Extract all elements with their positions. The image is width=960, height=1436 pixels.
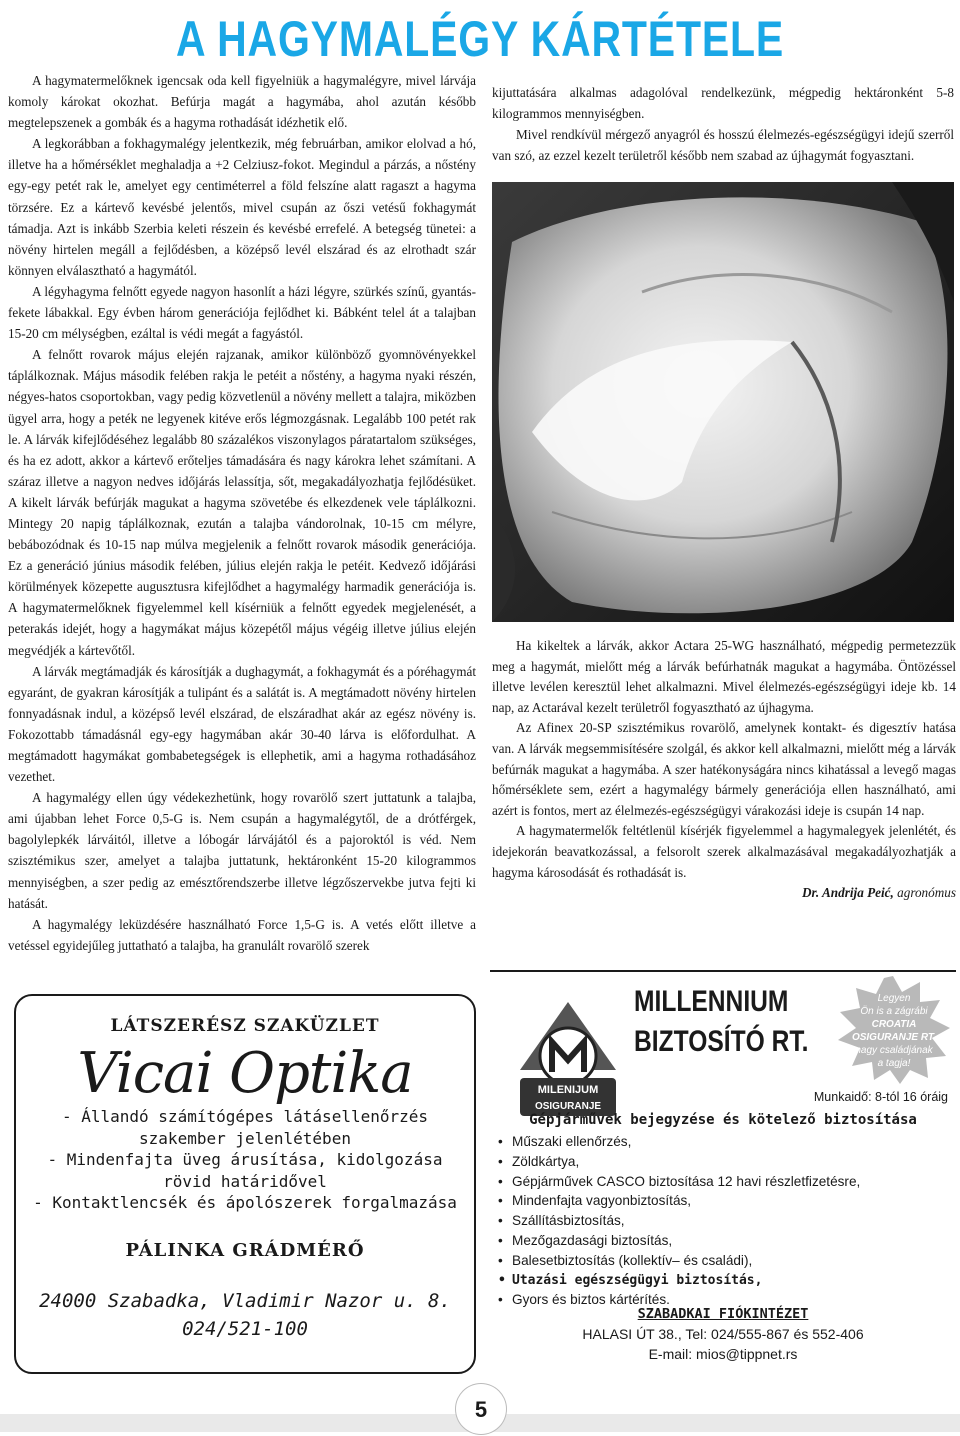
list-item: • Gyors és biztos kártérítés. (498, 1290, 860, 1310)
paragraph: A hagymalégy ellen úgy védekezhetünk, hogy rovarölő szert juttatunk a talajba, ami újabban lehet Force 0,5-G is. Nem csupán a hagymalégytől, de a drótférgek, bagolylepkék lárváitól, illetve a lóbogár lárvájától és a pajoroktól is véd. Nem szisztémikus szer, amelyet a talajba juttatunk, hektáronként 15-20 kilogrammos mennyiségben, a szer pedig az emésztőrendszerbe illetve légzőszervekbe jutva fejti ki hatását. (8, 790, 476, 911)
paragraph: A lárvák megtámadják és károsítják a dughagymát, a fokhagymát és a póréhagymát egyaránt, de gyakran károsítják a tulipánt és a salátát is. A megtámadott növény hirtelen fonnyadásnak indul, a középső levél elszárad, de elszáradhat akár az egész növény is. Fokozottabb támadásnál egy-egy hagymában akár 30-40 lárva is előfordulhat. A megtámadott hagymákat gombabetegségek is ellephetik, ami a hagyma rothadásához vezethet. (8, 663, 476, 785)
left-column (8, 70, 476, 956)
optika-address: 24000 Szabadka, Vladimir Nazor u. 8. (39, 1289, 451, 1312)
paragraph: A hagymatermelőknek igencsak oda kell figyelniük a hagymalégyre, mivel lárvája komoly károkat okozhat. Befúrja magát a hagymába, ahol azután később megtelepszenek a gombák és a hagyma rothadását idézhetik elő. (8, 73, 476, 131)
burst-line: OSIGURANJE RT. (851, 1032, 937, 1043)
milenijum-m-logo (516, 1000, 620, 1120)
millennium-title (634, 982, 808, 1062)
paragraph: Az Afinex 20-SP szisztémikus rovarölő, amelynek kontakt- és digesztív hatása van. A lárvák megsemmisítésére szolgál, és akkor kell alkalmazni, mielőtt még a lárvák befúrnák magukat a hagymába. A szer hatékonyságára nincs kihatással a levegő magas hőmérséklete sem, ezért a hagymalégy bármely generációja ellen használható, ami azért is fontos, mert az élelmezés-egészségügyi várakozási ideje is csupán 14 nap. (492, 720, 956, 818)
services-list (498, 1132, 860, 1310)
paragraph: Ha kikeltek a lárvák, akkor Actara 25-WG használható, mégpedig permetezzük meg a hagymát, mielőtt még a lárvák befúrhatnák magukat a hagymába. Öntözéssel illetve levélen keresztül lehet alkalmazni. Mivel élelmezés-egészségügyi ideje kb. 14 nap, az Actarával kezelt területről fogyasztható az újhagyma. (492, 638, 956, 715)
paragraph: kijuttatására alkalmas adagolóval rendelkezünk, mégpedig hektáronként 5-8 kilogrammos mennyiségben. (492, 85, 954, 121)
paragraph: A hagymatermelők feltétlenül kísérjék figyelemmel a hagymalegyek jelenlétét, és idejekorán beavatkozással, a felsorolt szerek alkalmazásával megakadályozhatják a hagyma károsodását és rothadását is. (492, 823, 956, 880)
paragraph: A legkorábban a fokhagymalégy jelentkezik, még februárban, amikor elolvad a hó, illetve ha a hőmérséklet meghaladja a +2 Celziusz-fokot. Megindul a párzás, a nőstény egy-egy petét rak le, amelyet egy centiméterrel a föld felszíne alatt ragaszt a hagyma törzsére. Ez a kártevő kevésbé jelentős, mivel csupán az őszi vetésű fokhagymát támadja. Azt is inkább Szerbia keleti részein és kevésbé errefelé. A betegség tünetei: a növény hirtelen megáll a fejlődésben, a középső levél elszárad és az elrothadt szár könnyen elválasztható a hagymától. (8, 136, 476, 278)
right-column-middle (492, 636, 956, 904)
list-item: • Szállításbiztosítás, (498, 1211, 860, 1231)
article-title: A HAGYMALÉGY KÁRTÉTELE (176, 11, 785, 67)
list-item: • Mezőgazdasági biztosítás, (498, 1231, 860, 1251)
burst-line: Legyen (877, 993, 911, 1004)
list-item: • Balesetbiztosítás (kollektív– és családi), (498, 1251, 860, 1271)
optika-service-line: - Kontaktlencsék és ápolószerek forgalmazása (33, 1193, 457, 1212)
optika-palinka: PÁLINKA GRÁDMÉRŐ (125, 1239, 365, 1261)
optika-phone: 024/521-100 (182, 1317, 308, 1340)
optika-advertisement (14, 994, 476, 1374)
optika-service-line: - Állandó számítógépes látásellenőrzés (61, 1107, 429, 1126)
page-number: 5 (456, 1384, 506, 1434)
onion-photo (492, 182, 954, 622)
burst-line: a tagja! (877, 1058, 911, 1069)
millennium-title-line2: BIZTOSÍTÓ RT. (634, 1025, 809, 1058)
burst-line: Ön is a zágrábi (860, 1006, 928, 1017)
list-item: • Zöldkártya, (498, 1152, 860, 1172)
branch-info (490, 1304, 956, 1364)
onion-photo-image (492, 182, 954, 622)
logo-name-1: MILENIJUM (537, 1084, 599, 1096)
office-hours: Munkaidő: 8-tól 16 óráig (813, 1090, 948, 1104)
optika-logo: Vicai Optika (77, 1041, 413, 1106)
optika-service-line: - Mindenfajta üveg árusítása, kidolgozása (47, 1150, 443, 1169)
right-column-top (492, 82, 954, 166)
optika-service-line: szakember jelenlétében (139, 1128, 351, 1148)
paragraph: A légyhagyma felnőtt egyede nagyon hasonlít a házi légyre, szürkés színű, gyantás-fekete lábakkal. Egy évben három generációja fejlődhet ki. Bábként telel át a talajban 15-20 cm mélységben, ezáltal is védi megát a fagyástól. (8, 283, 476, 342)
optika-service-line: rövid határidővel (163, 1171, 327, 1191)
millennium-subtitle: Gépjárművek bejegyzése és kötelező biztosítása (529, 1112, 917, 1128)
branch-email: E-mail: mios@tippnet.rs (648, 1346, 798, 1362)
list-item: • Gépjárművek CASCO biztosítása 12 havi részletfizetésre, (498, 1172, 860, 1192)
paragraph: A felnőtt rovarok május elején rajzanak, amikor különböző gyomnövényekkel táplálkoznak. Május második felében rakja le petéit a nőstény, a hagyma nyaki részén, négyes-hatos csoportokban, vagy pedig közvetlenül a növény mellett a talajra, miközben ügyel arra, hogy a peték ne legyenek kitéve erős légmozgásnak. Legalább 100 petét rak le. A lárvák kifejlődéséhez legalább 80 százalékos viszonylagos páratartalom szükséges, és ha ez adott, akkor a kártevő erőteljes támadására és nagy károkra lehet számítani. A száraz illetve a nagyon nedves időjárás lelassítja, sőt, megakadályozhatja fejlődésüket. A kikelt lárvák befúrják magukat a hagyma szövetébe és elkezdenek vele táplálkozni. Mintegy 20 napig táplálkoznak, ezután a talajba vándorolnak, 10-15 cm mélyre, bebábozódnak és 10-15 nap múlva megjelenik a felnőtt rovarok második generációja. Ez a generáció június második felében, július elején rakja le petéit. Kedvező időjárási körülmények közepette augusztusra kifejlődhet a hagymalégy harmadik generációja is. A hagymatermelőknek figyelemmel kell kísérniük a felnőtt egyedek megjelenését, a peterakás idejét, hogy a hagymákat május közepétől május végéig illetve július elején megvédjék a kártevőtől. (8, 347, 477, 658)
millennium-title-line1: MILLENNIUM (634, 985, 789, 1018)
list-item: • Műszaki ellenőrzés, (498, 1132, 860, 1152)
branch-title: SZABADKAI FIÓKINTÉZET (637, 1306, 809, 1322)
author-signature (492, 883, 956, 904)
list-item: • Utazási egészségügyi biztosítás, (498, 1271, 860, 1291)
logo-name-2: OSIGURANJE (534, 1101, 602, 1112)
paragraph: A hagymalégy leküzdésére használható Force 1,5-G is. A vetés előtt illetve a vetéssel egyidejűleg juttatható a talajba, ha granulált rovarölő szerek (8, 916, 476, 953)
paragraph: Mivel rendkívül mérgező anyagról és hosszú élelmezés-egészségügyi idejű szerről van szó, az ezzel kezelt területről később nem szabad az újhagymát fogyasztani. (492, 127, 954, 163)
author-role: agronómus (893, 885, 956, 901)
burst-line: CROATIA (871, 1019, 917, 1030)
branch-address: HALASI ÚT 38., Tel: 024/555-867 és 552-406 (582, 1326, 864, 1342)
burst-line: nagy családjának (855, 1045, 933, 1056)
optika-heading: LÁTSZERÉSZ SZAKÜZLET (110, 1016, 380, 1036)
author-name: Dr. Andrija Peić, (801, 885, 894, 901)
list-item: • Mindenfajta vagyonbiztosítás, (498, 1191, 860, 1211)
burst-text (842, 992, 946, 1070)
